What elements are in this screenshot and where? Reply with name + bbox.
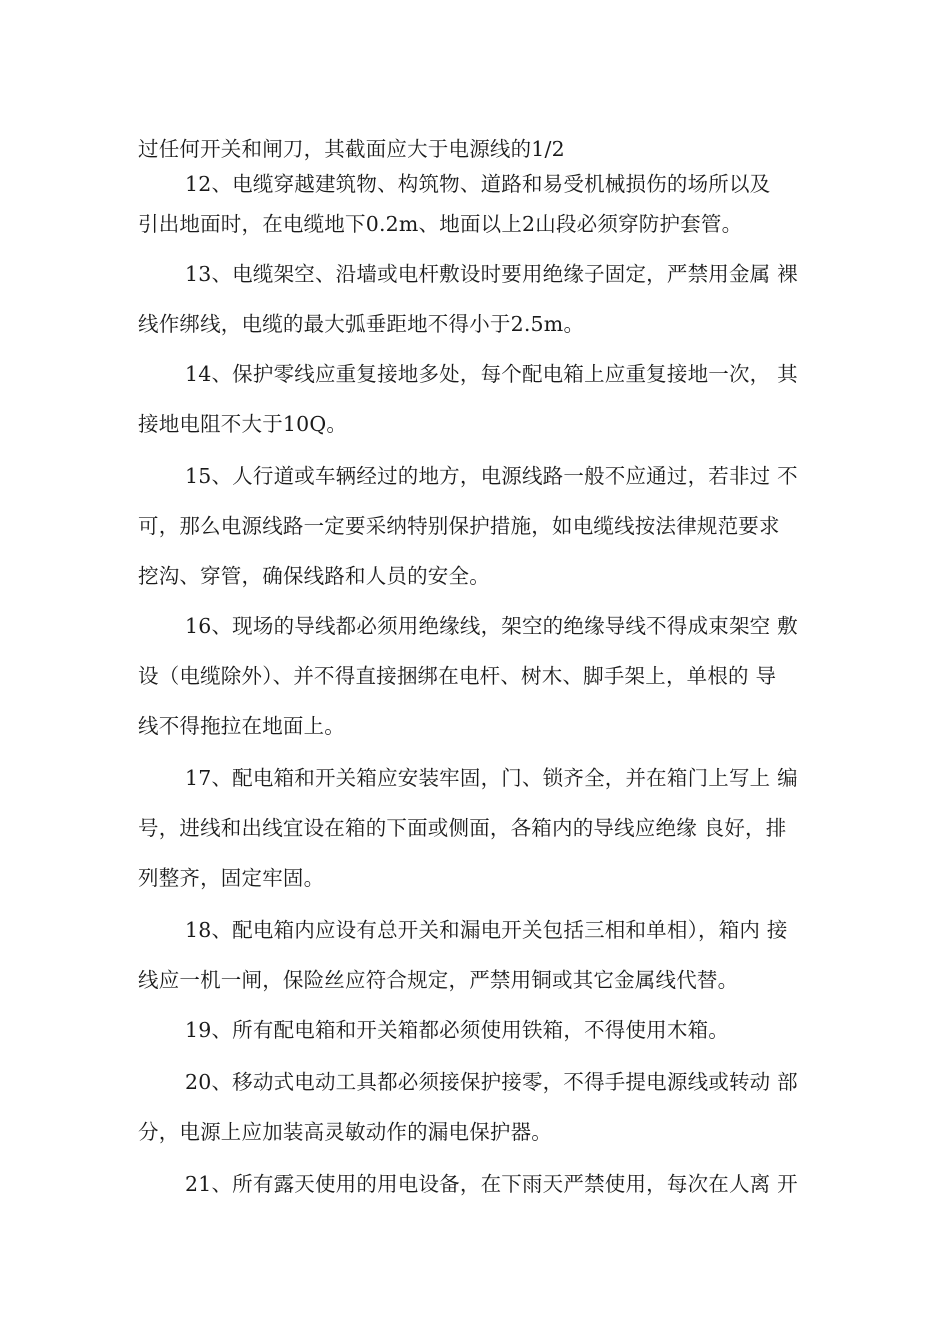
paragraph-18-line-1: 18、配电箱内应设有总开关和漏电开关包括三相和单相），箱内 接 bbox=[185, 918, 788, 942]
paragraph-17-line-2: 号，进线和出线宜设在箱的下面或侧面，各箱内的导线应绝缘 良好，排 bbox=[138, 816, 787, 840]
paragraph-20-line-2: 分，电源上应加装高灵敏动作的漏电保护器。 bbox=[138, 1120, 552, 1144]
paragraph-19-line-1: 19、所有配电箱和开关箱都必须使用铁箱，不得使用木箱。 bbox=[185, 1018, 729, 1042]
paragraph-16-line-3: 线不得拖拉在地面上。 bbox=[138, 714, 345, 738]
paragraph-16-line-1: 16、现场的导线都必须用绝缘线，架空的绝缘导线不得成束架空 敷 bbox=[185, 614, 798, 638]
paragraph-17-line-1: 17、配电箱和开关箱应安装牢固，门、锁齐全，并在箱门上写上 编 bbox=[185, 766, 798, 790]
paragraph-18-line-2: 线应一机一闸，保险丝应符合规定，严禁用铜或其它金属线代替。 bbox=[138, 968, 739, 992]
text-line: 过任何开关和闸刀，其截面应大于电源线的1/2 bbox=[138, 137, 565, 161]
paragraph-13-line-1: 13、电缆架空、沿墙或电杆敷设时要用绝缘子固定，严禁用金属 裸 bbox=[185, 262, 798, 286]
paragraph-17-line-3: 列整齐，固定牢固。 bbox=[138, 866, 325, 890]
paragraph-15-line-2: 可，那么电源线路一定要采纳特别保护措施，如电缆线按法律规范要求 bbox=[138, 514, 780, 538]
paragraph-15-line-3: 挖沟、穿管，确保线路和人员的安全。 bbox=[138, 564, 490, 588]
paragraph-16-line-2: 设（电缆除外）、并不得直接捆绑在电杆、树木、脚手架上，单根的 导 bbox=[138, 664, 777, 688]
paragraph-14-line-1: 14、保护零线应重复接地多处，每个配电箱上应重复接地一次， 其 bbox=[185, 362, 798, 386]
paragraph-20-line-1: 20、移动式电动工具都必须接保护接零，不得手提电源线或转动 部 bbox=[185, 1070, 798, 1094]
paragraph-12-line-1: 12、电缆穿越建筑物、构筑物、道路和易受机械损伤的场所以及 bbox=[185, 172, 771, 196]
paragraph-21-line-1: 21、所有露天使用的用电设备，在下雨天严禁使用，每次在人离 开 bbox=[185, 1172, 798, 1196]
paragraph-12-line-2: 引出地面时，在电缆地下0.2m、地面以上2山段必须穿防护套管。 bbox=[138, 212, 743, 236]
paragraph-13-line-2: 线作绑线，电缆的最大弧垂距地不得小于2.5m。 bbox=[138, 312, 585, 336]
paragraph-15-line-1: 15、人行道或车辆经过的地方，电源线路一般不应通过，若非过 不 bbox=[185, 464, 798, 488]
paragraph-14-line-2: 接地电阻不大于10Q。 bbox=[138, 412, 348, 436]
